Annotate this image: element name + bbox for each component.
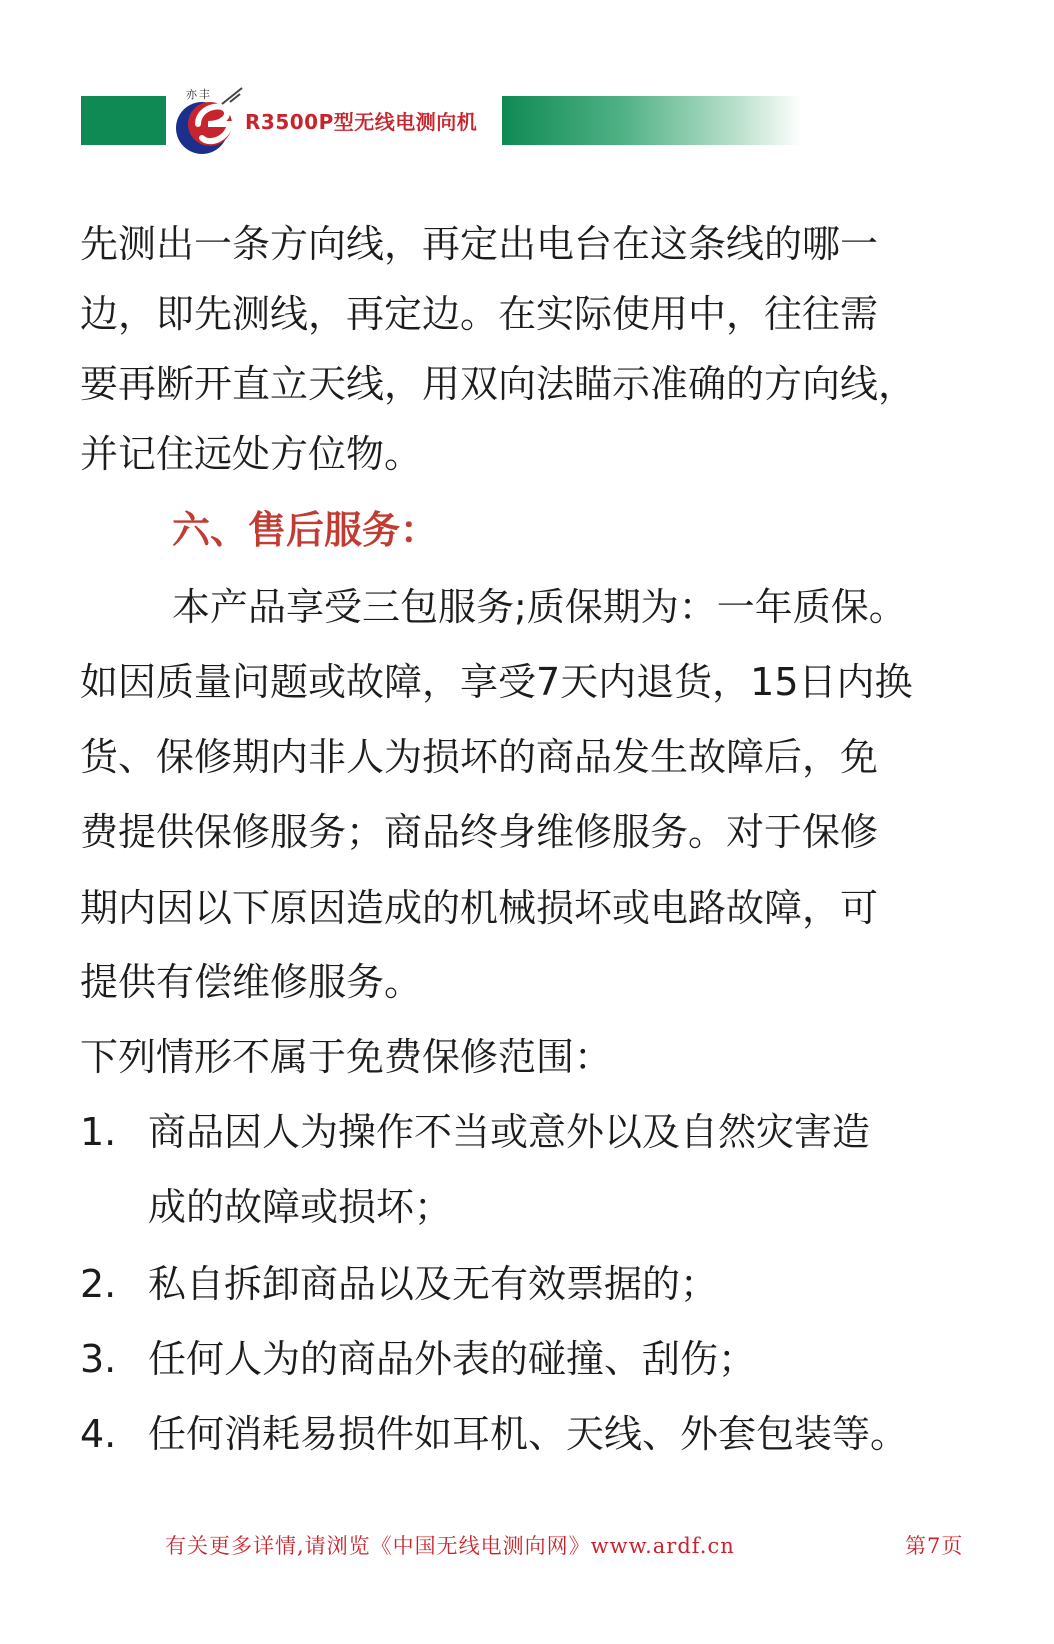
logo-tag: 亦丰 (186, 88, 212, 101)
footer-website-note: 有关更多详情,请浏览《中国无线电测向网》www.ardf.cn (165, 1534, 735, 1558)
list-item-text: 商品因人为操作不当或意外以及自然灾害造 (148, 1110, 871, 1154)
list-intro: 下列情形不属于免费保修范围： (80, 1035, 613, 1079)
header-product-title: R3500P型无线电测向机 (245, 110, 478, 134)
section-heading: 六、售后服务： (172, 508, 439, 552)
list-number: 2. (80, 1262, 117, 1306)
service-line: 如因质量问题或故障，享受7天内退货，15日内换 (80, 660, 913, 704)
service-line: 本产品享受三包服务;质保期为：一年质保。 (172, 585, 907, 629)
list-number: 4. (80, 1412, 117, 1456)
service-line: 期内因以下原因造成的机械损坏或电路故障，可 (80, 886, 879, 930)
body-line: 要再断开直立天线，用双向法瞄示准确的方向线， (80, 362, 917, 406)
body-line: 先测出一条方向线，再定出电台在这条线的哪一 (80, 222, 879, 266)
list-item-text: 任何消耗易损件如耳机、天线、外套包装等。 (148, 1412, 909, 1456)
list-item-text: 任何人为的商品外表的碰撞、刮伤； (148, 1337, 757, 1381)
service-line: 货、保修期内非人为损坏的商品发生故障后，免 (80, 735, 879, 779)
list-number: 1. (80, 1110, 117, 1154)
service-line: 提供有偿维修服务。 (80, 960, 423, 1004)
header-green-block (81, 96, 166, 145)
list-number: 3. (80, 1337, 117, 1381)
header-green-gradient-bar (502, 96, 802, 145)
body-line: 并记住远处方位物。 (80, 432, 423, 476)
list-item-text: 私自拆卸商品以及无有效票据的； (148, 1262, 719, 1306)
body-line: 边，即先测线，再定边。在实际使用中，往往需 (80, 292, 879, 336)
service-line: 费提供保修服务；商品终身维修服务。对于保修 (80, 810, 879, 854)
list-item-text: 成的故障或损坏； (148, 1185, 453, 1229)
page-number: 第7页 (905, 1534, 964, 1558)
